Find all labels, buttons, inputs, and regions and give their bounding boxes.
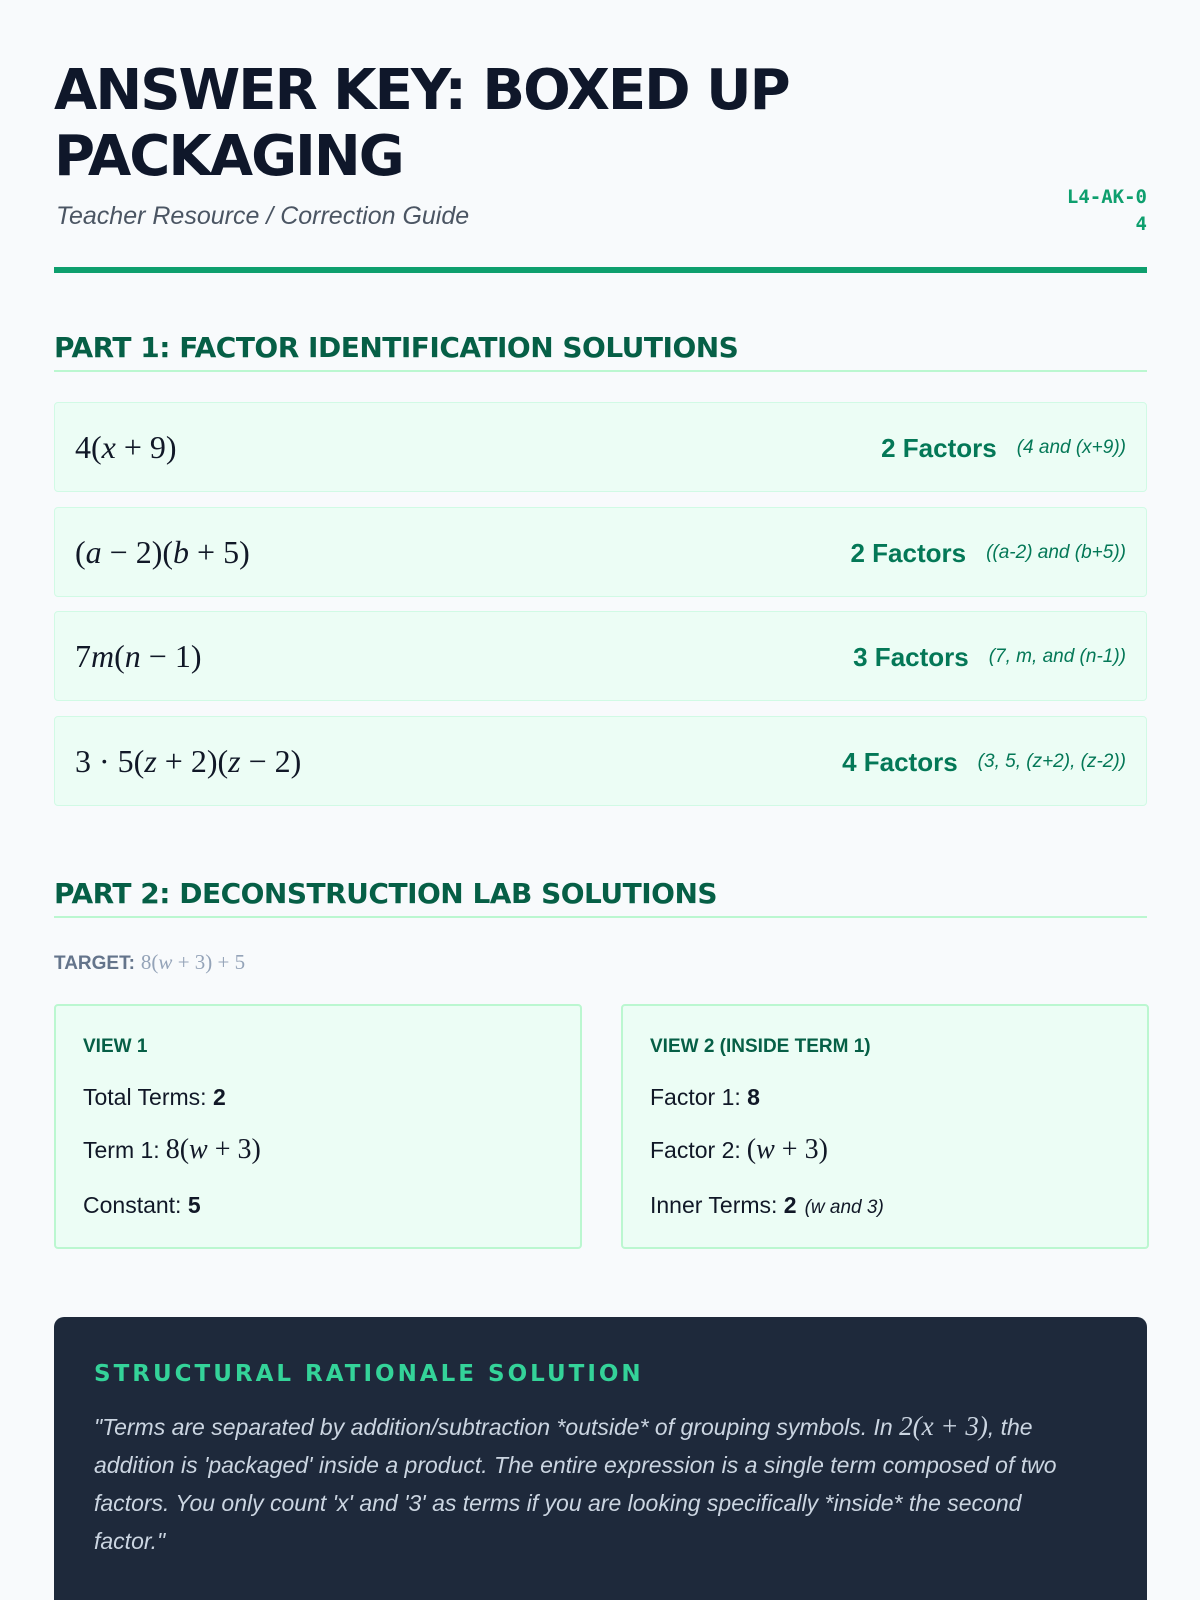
answer-key-page bbox=[54, 0, 1147, 1600]
rationale-text-before: "Terms are separated by addition/subtraction *outside* of grouping symbols. In bbox=[94, 1414, 893, 1440]
factor1 bbox=[650, 1084, 760, 1111]
total-terms-value: 2 bbox=[212, 1084, 226, 1110]
factor-count: 3 Factors bbox=[853, 641, 969, 672]
view2-title: VIEW 2 (INSIDE TERM 1) bbox=[650, 1036, 871, 1057]
factor-count: 2 Factors bbox=[850, 537, 967, 568]
term1-label: Term 1: bbox=[83, 1137, 160, 1163]
target-expression bbox=[54, 950, 245, 975]
page-title: ANSWER KEY: BOXED UP PACKAGING bbox=[54, 58, 789, 189]
factor-row bbox=[54, 402, 1147, 492]
constant-value: 5 bbox=[187, 1192, 201, 1218]
factor-result bbox=[881, 403, 1126, 493]
part1-heading: PART 1: FACTOR IDENTIFICATION SOLUTIONS bbox=[54, 331, 1147, 372]
total-terms bbox=[83, 1084, 226, 1111]
rationale-math: 2(x + 3) bbox=[899, 1411, 988, 1441]
factor-row bbox=[54, 716, 1147, 806]
rationale-text-after: , the addition is 'packaged' inside a product. The entire expression is a single term composed of two factors. You only count 'x' and '3' as terms if you are looking specifically *inside* the second factor." bbox=[94, 1414, 1057, 1554]
constant-label: Constant: bbox=[83, 1192, 182, 1218]
factor-detail: ((a-2) and (b+5)) bbox=[986, 542, 1126, 563]
factor-result bbox=[850, 508, 1126, 598]
inner-terms-note: (w and 3) bbox=[804, 1197, 884, 1218]
factor-row bbox=[54, 507, 1147, 597]
document-code: L4-AK-04 bbox=[1066, 186, 1147, 235]
inner-terms bbox=[650, 1192, 884, 1219]
factor-detail: (7, m, and (n-1)) bbox=[988, 646, 1126, 667]
factor-expression: 4(x + 9) bbox=[75, 429, 177, 465]
factor-expression: (a − 2)(b + 5) bbox=[75, 534, 250, 570]
factor2-label: Factor 2: bbox=[650, 1137, 741, 1163]
term1 bbox=[83, 1134, 261, 1166]
rationale-box bbox=[54, 1317, 1147, 1600]
page-subtitle: Teacher Resource / Correction Guide bbox=[56, 202, 470, 230]
factor-expression: 7m(n − 1) bbox=[75, 638, 202, 674]
view1-card bbox=[54, 1004, 582, 1249]
constant bbox=[83, 1192, 201, 1219]
rationale-title: STRUCTURAL RATIONALE SOLUTION bbox=[94, 1361, 644, 1387]
factor2 bbox=[650, 1134, 828, 1166]
factor-detail: (3, 5, (z+2), (z-2)) bbox=[977, 751, 1126, 772]
part2-heading: PART 2: DECONSTRUCTION LAB SOLUTIONS bbox=[54, 877, 1147, 918]
factor-expression: 3 · 5(z + 2)(z − 2) bbox=[75, 743, 302, 779]
view1-title: VIEW 1 bbox=[83, 1036, 148, 1057]
inner-terms-value: 2 bbox=[783, 1192, 797, 1218]
factor-count: 4 Factors bbox=[842, 746, 958, 777]
rationale-text bbox=[94, 1407, 1094, 1560]
factor-row bbox=[54, 611, 1147, 701]
term1-math: 8(w + 3) bbox=[165, 1134, 261, 1165]
factor1-label: Factor 1: bbox=[650, 1084, 741, 1110]
target-math: 8(w + 3) + 5 bbox=[140, 950, 246, 974]
factor-result bbox=[853, 612, 1126, 702]
header bbox=[54, 54, 1147, 273]
factor-result bbox=[842, 717, 1126, 807]
factor1-value: 8 bbox=[747, 1084, 760, 1110]
view2-card bbox=[621, 1004, 1149, 1249]
target-label: TARGET: bbox=[54, 953, 135, 974]
total-terms-label: Total Terms: bbox=[83, 1084, 207, 1110]
factor2-math: (w + 3) bbox=[746, 1134, 828, 1165]
factor-detail: (4 and (x+9)) bbox=[1016, 437, 1126, 458]
inner-terms-label: Inner Terms: bbox=[650, 1192, 778, 1218]
factor-count: 2 Factors bbox=[881, 432, 997, 463]
